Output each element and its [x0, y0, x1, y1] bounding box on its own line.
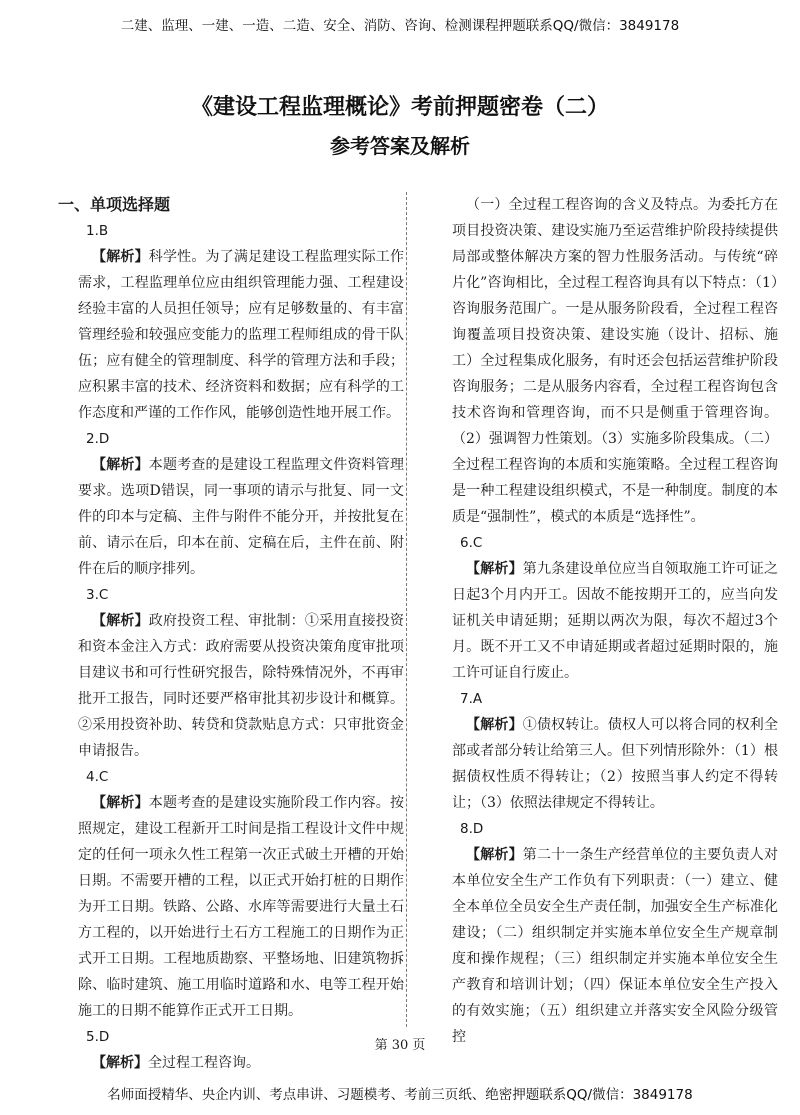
explanation-tag: 【解析】 [92, 457, 149, 473]
explanation-text: ①债权转让。债权人可以将合同的权利全部或者部分转让给第三人。但下列情形除外：（1）根据债权性质不得转让；（2）按照当事人约定不得转让；（3）依照法律规定不得转让。 [452, 717, 779, 811]
answer-continuation: （一）全过程工程咨询的含义及特点。为委托方在项目投资决策、建设实施乃至运营维护阶段持续提供局部或整体解决方案的智力性服务活动。与传统“碎片化”咨询相比，全过程工程咨询具有以下特点：（1）咨询服务范围广。一是从服务阶段看，全过程工程咨询覆盖项目投资决策、建设实施（设计、招标、施工）全过程集成化服务，有时还会包括运营维护阶段咨询服务；二是从服务内容看，全过程工程咨询包含技术咨询和管理咨询，而不只是侧重于管理咨询。（2）强调智力性策划。（3）实施多阶段集成。（二）全过程工程咨询的本质和实施策略。全过程工程咨询是一种工程建设组织模式，不是一种制度。制度的本质是“强制性”，模式的本质是“选择性”。 [452, 197, 778, 525]
explanation-tag: 【解析】 [92, 795, 149, 811]
explanation-tag: 【解析】 [92, 1055, 148, 1071]
explanation-text: 科学性。为了满足建设工程监理实际工作需求，工程监理单位应由组织管理能力强、工程建设经验丰富的人员担任领导；应有足够数量的、有丰富管理经验和较强应变能力的监理工程师组成的骨干队伍；应有健全的管理制度、科学的管理方法和手段；应积累丰富的技术、经济资料和数据；应有科学的工作态度和严谨的工作作风，能够创造性地开展工作。 [78, 249, 405, 421]
document-title: 《建设工程监理概论》考前押题密卷（二） [190, 94, 609, 120]
header-banner: 二建、监理、一建、一造、二造、安全、消防、咨询、检测课程押题联系QQ/微信：3849178 [120, 18, 680, 34]
explanation-tag: 【解析】 [466, 717, 523, 733]
answer-explanation [452, 842, 778, 1050]
explanation-tag: 【解析】 [466, 847, 523, 863]
answer-explanation [78, 608, 404, 764]
answer-explanation [452, 712, 778, 816]
explanation-tag: 【解析】 [92, 613, 149, 629]
answer-number: 5.D [86, 1029, 110, 1045]
page-number: 第 30 页 [374, 1038, 426, 1053]
right-column [452, 192, 778, 1050]
answer-explanation [78, 244, 404, 426]
explanation-tag: 【解析】 [92, 249, 149, 265]
answer-number: 6.C [460, 535, 483, 551]
answer-explanation [78, 790, 404, 1024]
column-divider [406, 192, 407, 1027]
explanation-tag: 【解析】 [466, 561, 523, 577]
document-subtitle: 参考答案及解析 [330, 134, 470, 158]
explanation-text: 本题考查的是建设实施阶段工作内容。按照规定，建设工程新开工时间是指工程设计文件中规定的任何一项永久性工程第一次正式破土开槽的开始日期。不需要开槽的工程，以正式开始打桩的日期作为开工日期。铁路、公路、水库等需要进行大量土石方工程的，以开始进行土石方工程施工的日期作为正式开工日期。工程地质勘察、平整场地、旧建筑物拆除、临时建筑、施工用临时道路和水、电等工程开始施工的日期不能算作正式开工日期。 [78, 795, 405, 1019]
explanation-text: 第九条建设单位应当自领取施工许可证之日起3个月内开工。因故不能按期开工的，应当向发证机关申请延期；延期以两次为限，每次不超过3个月。既不开工又不申请延期或者超过延期时限的，施工许可证自行废止。 [452, 561, 779, 681]
explanation-text: 本题考查的是建设工程监理文件资料管理要求。选项D错误，同一事项的请示与批复、同一文件的印本与定稿、主件与附件不能分开，并按批复在前、请示在后，印本在前、定稿在后，主件在前、附件在后的顺序排列。 [78, 457, 405, 577]
explanation-text: 政府投资工程、审批制：①采用直接投资和资本金注入方式：政府需要从投资决策角度审批项目建议书和可行性研究报告，除特殊情况外，不再审批开工报告，同时还要严格审批其初步设计和概算。②采用投资补助、转贷和贷款贴息方式：只审批资金申请报告。 [78, 613, 405, 759]
explanation-text: 全过程工程咨询。 [148, 1055, 260, 1071]
answer-number: 8.D [460, 821, 484, 837]
answer-explanation [78, 452, 404, 582]
answer-explanation [78, 1050, 404, 1076]
answer-number: 3.C [86, 587, 109, 603]
answer-number: 1.B [86, 223, 109, 239]
answer-explanation [452, 556, 778, 686]
answer-number: 4.C [86, 769, 109, 785]
section-title: 一、单项选择题 [58, 195, 171, 214]
answer-number: 2.D [86, 431, 110, 447]
left-column [58, 192, 405, 1076]
footer-banner: 名师面授精华、央企内训、考点串讲、习题模考、考前三页纸、绝密押题联系QQ/微信：3849178 [107, 1087, 693, 1103]
explanation-text: 第二十一条生产经营单位的主要负责人对本单位安全生产工作负有下列职责：（一）建立、健全本单位全员安全生产责任制，加强安全生产标准化建设；（二）组织制定并实施本单位安全生产规章制度和操作规程；（三）组织制定并实施本单位安全生产教育和培训计划；（四）保证本单位安全生产投入的有效实施；（五）组织建立并落实安全风险分级管控 [452, 847, 779, 1045]
answer-number: 7.A [460, 691, 483, 707]
